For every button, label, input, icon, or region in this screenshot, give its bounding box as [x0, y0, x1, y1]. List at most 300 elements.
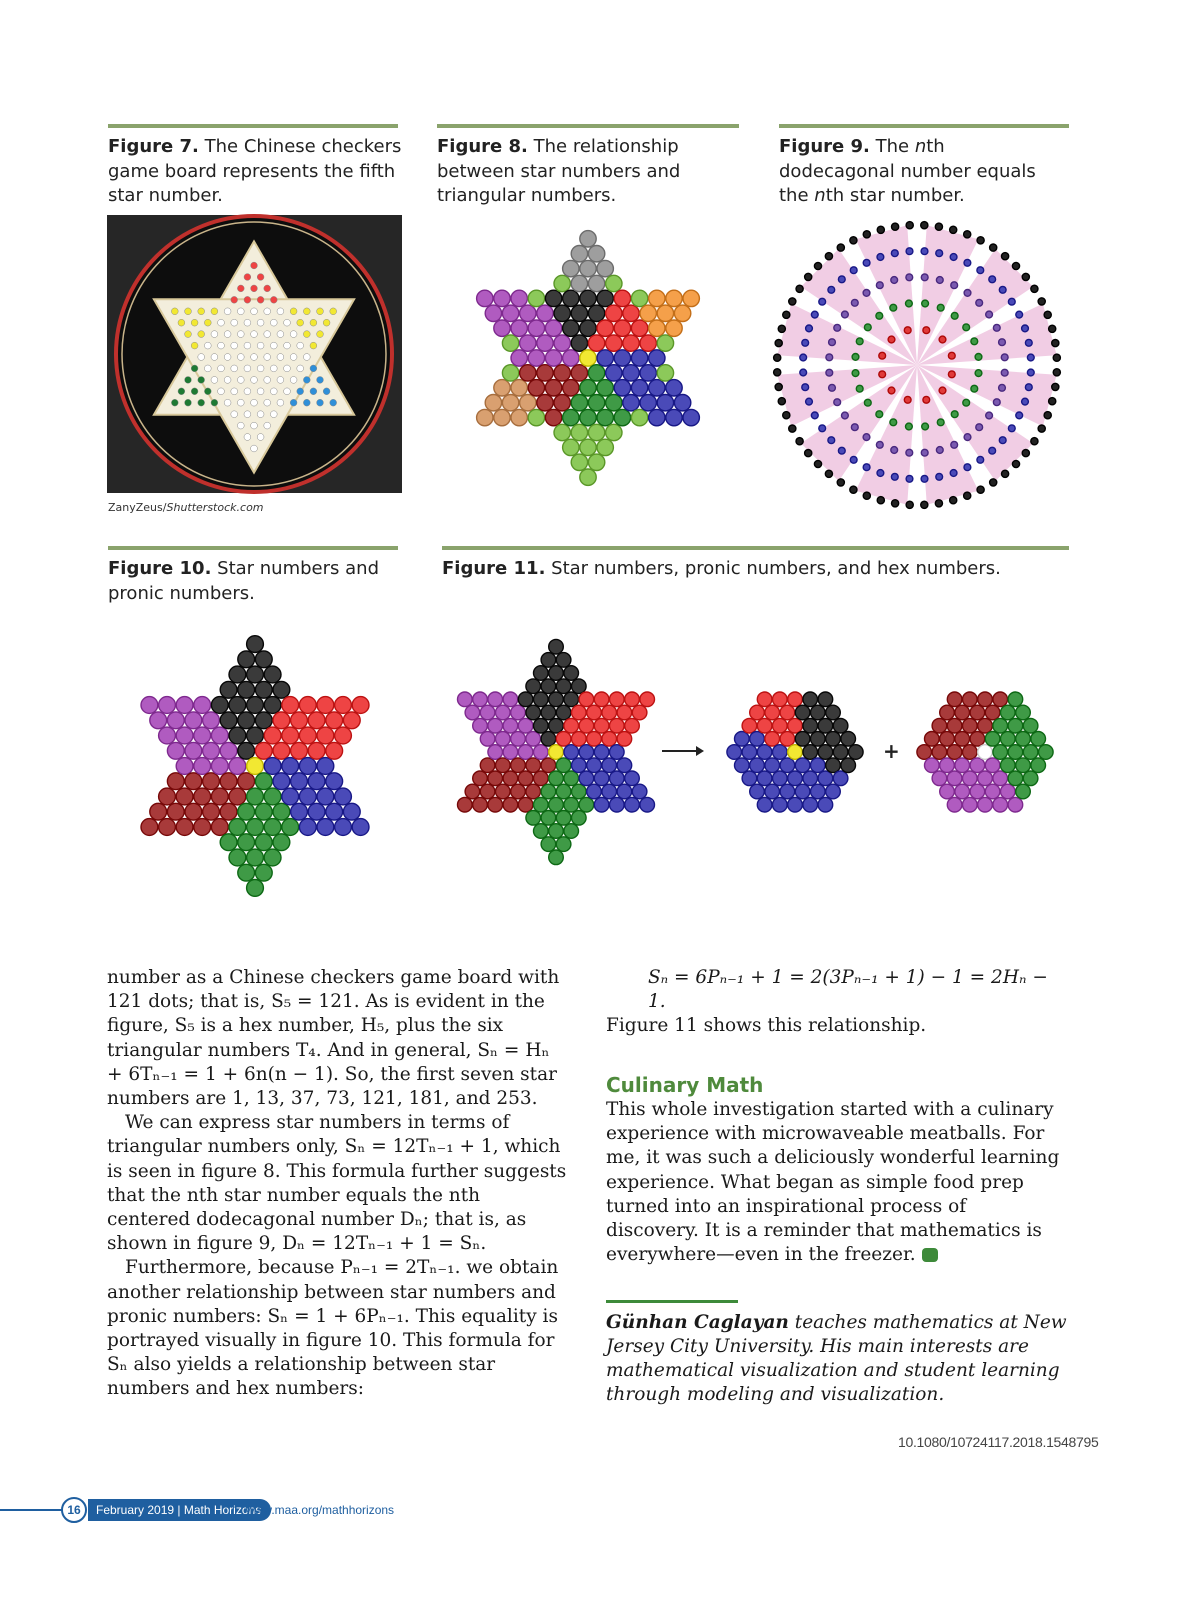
- board-hole: [297, 388, 304, 395]
- fig10-dot: [255, 803, 272, 820]
- fig8-dot: [588, 305, 604, 321]
- fig11-hex2-dot: [955, 784, 970, 799]
- fig11-star-dot: [541, 705, 556, 720]
- fig10-dot: [299, 819, 316, 836]
- dodecagon-dot: [814, 460, 821, 467]
- fig8-dot: [537, 365, 553, 381]
- board-hole: [185, 331, 192, 338]
- fig11-star-dot: [549, 850, 564, 865]
- fig11-star-dot: [541, 732, 556, 747]
- figure-11-rule: [442, 546, 1069, 550]
- dodecagon-dot: [863, 492, 870, 499]
- board-hole: [251, 331, 258, 338]
- dodecagon-dot: [921, 449, 928, 456]
- fig8-dot: [580, 469, 596, 485]
- dodecagon-dot: [850, 267, 857, 274]
- fig11-star-dot: [480, 732, 495, 747]
- fig11-star-dot: [572, 679, 587, 694]
- dodecagon-dot: [1025, 384, 1032, 391]
- board-hole: [290, 308, 297, 315]
- fig11-hex1-dot: [773, 745, 788, 760]
- arrow-head-icon: [696, 746, 704, 756]
- fig8-dot: [477, 409, 493, 425]
- dodecagon-dot: [778, 325, 785, 332]
- board-hole: [211, 377, 218, 384]
- board-hole: [244, 296, 251, 303]
- dodecagon-dot: [1052, 340, 1059, 347]
- author-bio: [606, 1311, 1068, 1407]
- fig11-hex1-dot: [757, 771, 772, 786]
- fig8-dot: [563, 290, 579, 306]
- fig10-dot: [247, 727, 264, 744]
- fig11-hex1-dot: [811, 732, 826, 747]
- board-hole: [231, 342, 238, 349]
- board-hole: [198, 354, 205, 361]
- fig8-dot: [640, 335, 656, 351]
- board-hole: [264, 377, 271, 384]
- fig11-star-dot: [518, 692, 533, 707]
- board-hole: [323, 388, 330, 395]
- dodecagon-dot: [906, 501, 913, 508]
- fig11-hex1-dot: [803, 718, 818, 733]
- dodecagon-dot: [906, 248, 913, 255]
- fig10-dot: [247, 849, 264, 866]
- fig11-hex1-dot: [773, 718, 788, 733]
- fig8-dot: [666, 290, 682, 306]
- dodecagon-dot: [904, 327, 911, 334]
- fig11-hex2-dot: [955, 732, 970, 747]
- fig11-star-dot: [556, 653, 571, 668]
- dodecagon-dot: [948, 371, 955, 378]
- fig10-dot: [159, 697, 176, 714]
- dodecagon-dot: [877, 254, 884, 261]
- fig11-hex1-dot: [795, 784, 810, 799]
- fig10-dot: [308, 773, 325, 790]
- fig11-star-dot: [579, 745, 594, 760]
- figure-10-text: Star numbers and pronic numbers.: [108, 558, 379, 604]
- fig10-dot: [264, 758, 281, 775]
- fig11-star-dot: [511, 732, 526, 747]
- dodecagon-dot: [850, 237, 857, 244]
- dodecagon-dot: [1044, 412, 1051, 419]
- board-hole: [198, 399, 205, 406]
- section-heading: Culinary Math: [606, 1073, 764, 1097]
- dodecagon-dot: [1053, 369, 1060, 376]
- board-hole: [317, 331, 324, 338]
- dodecagon-dot: [806, 325, 813, 332]
- fig11-star-dot: [610, 692, 625, 707]
- dodecagon-dot: [811, 412, 818, 419]
- fig10-dot: [317, 758, 334, 775]
- fig11-star-dot: [640, 797, 655, 812]
- fig10-dot: [299, 758, 316, 775]
- fig8-dot: [545, 290, 561, 306]
- page-number: 16: [61, 1497, 87, 1523]
- fig11-hex2-dot: [1039, 745, 1054, 760]
- fig11-star-dot: [473, 797, 488, 812]
- fig11-hex2-dot: [993, 797, 1008, 812]
- fig11-hex2-dot: [1031, 758, 1046, 773]
- fig10-dot: [247, 758, 264, 775]
- dodecagon-dot: [789, 425, 796, 432]
- dodecagon-dot: [1025, 339, 1032, 346]
- fig10-dot: [335, 788, 352, 805]
- fig11-star-dot: [496, 705, 511, 720]
- fig10-dot: [220, 712, 237, 729]
- dodecagon-dot: [977, 486, 984, 493]
- fig11-star-dot: [465, 784, 480, 799]
- dodecagon-dot: [1038, 298, 1045, 305]
- dodecagon-dot: [906, 300, 913, 307]
- fig11-hex2-dot: [993, 718, 1008, 733]
- fig8-dot: [511, 380, 527, 396]
- fig8-dot: [563, 409, 579, 425]
- fig10-dot: [317, 727, 334, 744]
- dodecagon-dot: [842, 412, 849, 419]
- board-hole: [330, 308, 337, 315]
- board-hole: [284, 365, 291, 372]
- dodecagon-dot: [892, 500, 899, 507]
- fig11-star-dot: [587, 732, 602, 747]
- footer-issue: February 2019 | Math Horizons: [88, 1499, 271, 1521]
- fig10-dot: [238, 773, 255, 790]
- fig10-dot: [282, 819, 299, 836]
- figure-8-text: The relationship between star numbers and triangular numbers.: [437, 136, 681, 206]
- board-hole: [204, 342, 211, 349]
- fig11-hex2-dot: [932, 745, 947, 760]
- fig10-dot: [343, 712, 360, 729]
- board-hole: [297, 342, 304, 349]
- fig11-star-dot: [549, 771, 564, 786]
- fig11-star-dot: [496, 784, 511, 799]
- dodecagon-dot: [852, 354, 859, 361]
- fig8-dot: [554, 395, 570, 411]
- dodecagon-dot: [921, 222, 928, 229]
- footer-url: www.maa.org/mathhorizons: [246, 1503, 395, 1517]
- fig11-star-dot: [488, 797, 503, 812]
- board-hole: [257, 411, 264, 418]
- fig11-hex2-dot: [963, 771, 978, 786]
- board-hole: [257, 434, 264, 441]
- fig11-hex1-dot: [841, 758, 856, 773]
- board-hole: [264, 354, 271, 361]
- dodecagon-dot: [778, 398, 785, 405]
- board-hole: [251, 445, 258, 452]
- fig11-hex1-dot: [742, 718, 757, 733]
- fig10-dot: [308, 712, 325, 729]
- dodecagon-dot: [922, 423, 929, 430]
- fig11-star-dot: [518, 718, 533, 733]
- fig11-hex1-dot: [795, 758, 810, 773]
- board-hole: [244, 342, 251, 349]
- dodecagon-dot: [837, 244, 844, 251]
- fig8-dot: [571, 335, 587, 351]
- fig8-dot: [494, 380, 510, 396]
- fig11-hex1-dot: [818, 692, 833, 707]
- fig10-dot: [308, 803, 325, 820]
- fig8-dot: [545, 409, 561, 425]
- dodecagon-dot: [935, 500, 942, 507]
- fig10-dot: [282, 758, 299, 775]
- board-hole: [224, 377, 231, 384]
- fig11-star-dot: [549, 639, 564, 654]
- board-hole: [218, 319, 225, 326]
- fig10-dot: [273, 773, 290, 790]
- fig11-star-dot: [534, 718, 549, 733]
- dodecagon-dot: [964, 464, 971, 471]
- fig11-hex1-dot: [788, 718, 803, 733]
- figure-9-text-n2: n: [814, 185, 826, 206]
- fig8-dot: [657, 335, 673, 351]
- figure-9-dodecagonal-diagram: [770, 218, 1070, 518]
- fig11-star-dot: [625, 771, 640, 786]
- fig11-star-dot: [572, 705, 587, 720]
- dodecagon-dot: [814, 262, 821, 269]
- fig11-hex2-dot: [978, 745, 993, 760]
- fig11-hex1-dot: [826, 758, 841, 773]
- fig11-hex2-dot: [993, 692, 1008, 707]
- fig8-dot: [606, 365, 622, 381]
- board-hole: [237, 399, 244, 406]
- fig8-dot: [502, 305, 518, 321]
- fig10-dot: [238, 834, 255, 851]
- fig11-hex1-dot: [757, 718, 772, 733]
- dodecagon-dot: [971, 338, 978, 345]
- figure-9-rule: [779, 124, 1069, 128]
- fig10-dot: [255, 834, 272, 851]
- fig11-hex2-dot: [1016, 705, 1031, 720]
- fig11-star-dot: [526, 679, 541, 694]
- paragraph-3: Furthermore, because Pₙ₋₁ = 2Tₙ₋₁. we obtain another relationship between star numbers and pronic numbers: Sₙ = 1 + 6Pₙ₋₁. This equality is portrayed visually in figure 10. This formula for Sₙ also yields a relationship between star numbers and hex numbers:: [107, 1257, 559, 1400]
- fig11-hex1-dot: [811, 758, 826, 773]
- fig8-dot: [477, 290, 493, 306]
- dodecagon-dot: [939, 336, 946, 343]
- fig11-star-dot: [526, 784, 541, 799]
- fig11-hex2-dot: [978, 771, 993, 786]
- fig11-star-dot: [534, 666, 549, 681]
- fig11-hex2-dot: [1016, 732, 1031, 747]
- fig11-hex1-dot: [788, 797, 803, 812]
- fig8-dot: [649, 380, 665, 396]
- dodecagon-dot: [951, 411, 958, 418]
- fig11-hex2-dot: [1023, 718, 1038, 733]
- dodecagon-dot: [921, 274, 928, 281]
- fig8-dot: [623, 305, 639, 321]
- paragraph-4: [606, 1014, 1068, 1038]
- dodecagon-dot: [950, 254, 957, 261]
- fig8-dot: [649, 409, 665, 425]
- board-hole: [264, 331, 271, 338]
- fig8-dot: [494, 409, 510, 425]
- dodecagon-dot: [806, 398, 813, 405]
- fig11-star-dot: [579, 771, 594, 786]
- fig11-hex1-dot: [780, 758, 795, 773]
- dodecagon-dot: [1002, 470, 1009, 477]
- fig11-star-dot: [511, 705, 526, 720]
- fig11-hex2-dot: [940, 784, 955, 799]
- board-hole: [224, 354, 231, 361]
- fig10-dot: [185, 773, 202, 790]
- fig11-hex1-dot: [795, 732, 810, 747]
- fig11-star-dot: [610, 718, 625, 733]
- fig11-hex2-dot: [970, 705, 985, 720]
- fig10-dot: [264, 727, 281, 744]
- fig11-star-dot: [465, 705, 480, 720]
- board-hole: [310, 388, 317, 395]
- board-hole: [303, 399, 310, 406]
- figure-8-caption: [437, 135, 717, 209]
- board-hole: [244, 434, 251, 441]
- fig10-dot: [185, 803, 202, 820]
- fig10-dot: [291, 742, 308, 759]
- fig8-dot: [597, 260, 613, 276]
- fig11-hex1-dot: [727, 745, 742, 760]
- fig11-star-dot: [594, 771, 609, 786]
- fig11-star-dot: [541, 837, 556, 852]
- dodecagon-dot: [906, 475, 913, 482]
- board-hole: [218, 365, 225, 372]
- fig11-star-dot: [488, 692, 503, 707]
- fig8-dot: [563, 439, 579, 455]
- fig8-dot: [657, 395, 673, 411]
- board-hole: [270, 319, 277, 326]
- fig11-star-dot: [572, 784, 587, 799]
- fig10-dot: [317, 788, 334, 805]
- board-hole: [277, 377, 284, 384]
- fig11-hex1-dot: [818, 718, 833, 733]
- fig10-dot: [176, 697, 193, 714]
- dodecagon-dot: [937, 419, 944, 426]
- fig11-hex2-dot: [978, 718, 993, 733]
- fig10-dot: [282, 727, 299, 744]
- dodecagon-dot: [877, 470, 884, 477]
- dodecagon-dot: [993, 324, 1000, 331]
- fig8-dot: [588, 395, 604, 411]
- figure-8-label: Figure 8.: [437, 136, 528, 157]
- fig8-dot: [537, 335, 553, 351]
- fig11-hex1-dot: [780, 784, 795, 799]
- fig8-dot: [494, 320, 510, 336]
- board-hole: [264, 285, 271, 292]
- dodecagon-dot: [879, 371, 886, 378]
- fig10-dot: [141, 819, 158, 836]
- figure-9-text-a: The: [875, 136, 915, 157]
- fig10-dot: [220, 834, 237, 851]
- fig10-dot: [255, 773, 272, 790]
- dodecagon-dot: [922, 300, 929, 307]
- board-hole: [257, 365, 264, 372]
- fig11-hex1-dot: [765, 784, 780, 799]
- board-hole: [257, 319, 264, 326]
- fig8-dot: [666, 409, 682, 425]
- fig11-star-dot: [572, 732, 587, 747]
- fig10-dot: [238, 681, 255, 698]
- fig11-star-dot: [518, 797, 533, 812]
- fig10-dot: [167, 712, 184, 729]
- fig8-dot: [640, 395, 656, 411]
- fig11-hex2-dot: [1008, 797, 1023, 812]
- dodecagon-dot: [921, 248, 928, 255]
- fig11-star-dot: [458, 797, 473, 812]
- fig11-star-dot: [594, 692, 609, 707]
- dodecagon-dot: [999, 437, 1006, 444]
- fig10-dot: [264, 697, 281, 714]
- board-hole: [251, 422, 258, 429]
- board-hole: [270, 365, 277, 372]
- fig10-dot: [326, 773, 343, 790]
- dodecagon-dot: [939, 387, 946, 394]
- fig10-dot: [211, 819, 228, 836]
- fig11-hex1-dot: [765, 732, 780, 747]
- dodecagon-dot: [838, 447, 845, 454]
- fig8-dot: [623, 395, 639, 411]
- dodecagon-dot: [864, 324, 871, 331]
- fig10-dot: [299, 697, 316, 714]
- fig11-star-dot: [541, 758, 556, 773]
- dodecagon-dot: [990, 244, 997, 251]
- fig11-hex2-dot: [947, 797, 962, 812]
- fig11-star-dot: [511, 758, 526, 773]
- fig8-dot: [614, 350, 630, 366]
- fig8-dot: [580, 290, 596, 306]
- fig11-hex2-dot: [1016, 758, 1031, 773]
- dodecagon-dot: [775, 383, 782, 390]
- fig11-hex2-dot: [985, 758, 1000, 773]
- fig10-dot: [326, 712, 343, 729]
- fig8-dot: [485, 305, 501, 321]
- dodecagon-dot: [1044, 311, 1051, 318]
- fig11-star-dot: [549, 692, 564, 707]
- fig11-hex1-dot: [735, 732, 750, 747]
- fig11-star-dot: [617, 784, 632, 799]
- fig8-dot: [588, 424, 604, 440]
- figure-10-caption: [108, 557, 393, 606]
- fig11-hex1-dot: [826, 784, 841, 799]
- fig11-star-dot: [541, 679, 556, 694]
- figure-7-text: The Chinese checkers game board represents the fifth star number.: [108, 136, 402, 206]
- fig8-dot: [631, 320, 647, 336]
- fig10-dot: [203, 712, 220, 729]
- fig11-star-dot: [473, 692, 488, 707]
- board-hole: [290, 354, 297, 361]
- fig8-dot: [606, 395, 622, 411]
- fig11-star-dot: [640, 692, 655, 707]
- board-hole: [237, 331, 244, 338]
- fig11-star-dot: [458, 692, 473, 707]
- fig10-dot: [167, 742, 184, 759]
- dodecagon-dot: [863, 464, 870, 471]
- figure-11-star-hex-diagram: [440, 618, 1070, 888]
- fig8-dot: [674, 395, 690, 411]
- fig10-dot: [273, 834, 290, 851]
- figure-11-label: Figure 11.: [442, 558, 546, 579]
- fig11-hex1-dot: [757, 797, 772, 812]
- dodecagon-dot: [964, 231, 971, 238]
- fig11-star-dot: [503, 797, 518, 812]
- fig8-dot: [545, 320, 561, 336]
- credit-source: Shutterstock.com: [166, 501, 264, 514]
- fig8-dot: [631, 290, 647, 306]
- fig8-dot: [580, 409, 596, 425]
- fig11-star-dot: [587, 705, 602, 720]
- fig11-hex2-dot: [1008, 692, 1023, 707]
- fig11-star-dot: [564, 692, 579, 707]
- fig8-dot: [606, 305, 622, 321]
- fig8-dot: [571, 246, 587, 262]
- fig10-dot: [335, 727, 352, 744]
- fig11-star-dot: [549, 745, 564, 760]
- dodecagon-dot: [856, 338, 863, 345]
